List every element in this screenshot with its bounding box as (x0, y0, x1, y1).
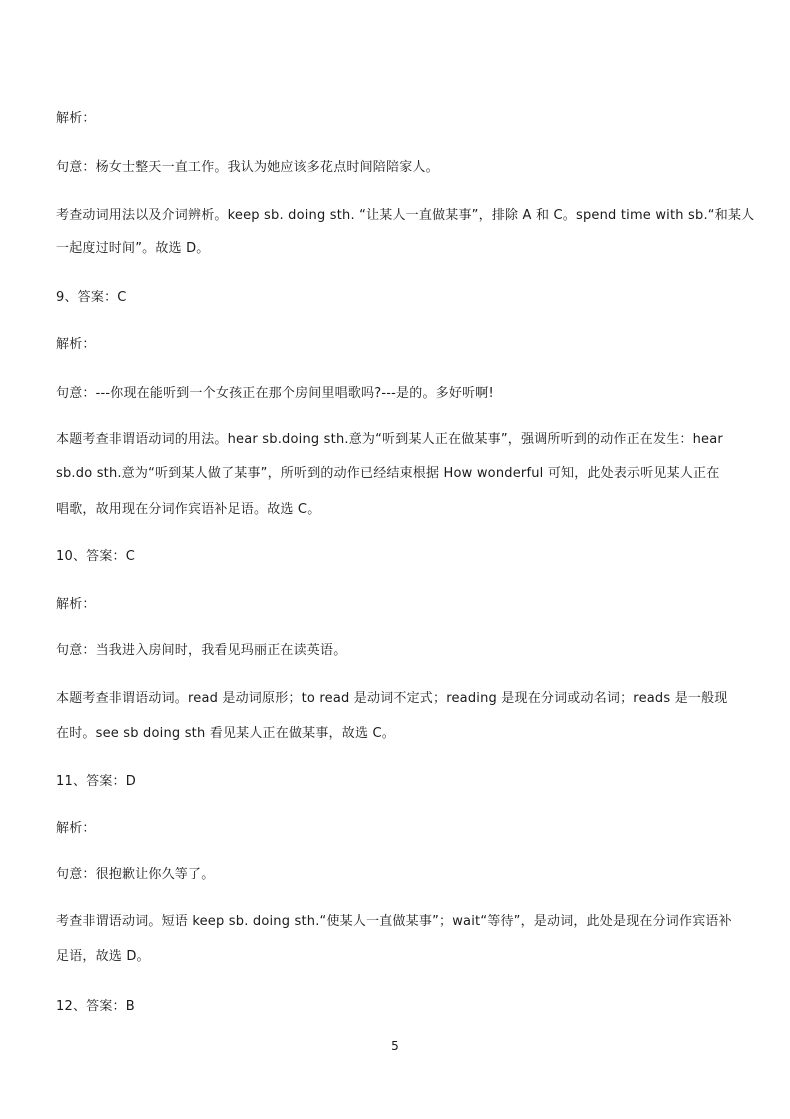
sentence-meaning-11: 句意：很抱歉让你久等了。 (56, 867, 215, 882)
explanation-10-line-2: 在时。see sb doing sth 看见某人正在做某事，故选 C。 (56, 726, 395, 741)
explanation-9-line-2: sb.do sth.意为“听到某人做了某事”，所听到的动作已经结束根据 How wonderful 可知，此处表示听见某人正在 (56, 466, 720, 481)
sentence-meaning-8: 句意：杨女士整天一直工作。我认为她应该多花点时间陪陪家人。 (56, 160, 439, 175)
explanation-9-line-1: 本题考查非谓语动词的用法。hear sb.doing sth.意为“听到某人正在做某事”，强调所听到的动作正在发生：hear (56, 432, 723, 447)
explanation-10-line-1: 本题考查非谓语动词。read 是动词原形；to read 是动词不定式；reading 是现在分词或动名词；reads 是一般现 (56, 691, 728, 706)
answer-11: 11、答案：D (56, 774, 136, 789)
answer-12: 12、答案：B (56, 999, 135, 1014)
analysis-label-11: 解析： (56, 821, 96, 836)
explanation-8-line-1: 考查动词用法以及介词辨析。keep sb. doing sth. “让某人一直做某事”，排除 A 和 C。spend time with sb.“和某人 (56, 208, 755, 223)
analysis-label-10: 解析： (56, 597, 96, 612)
answer-9: 9、答案：C (56, 290, 127, 305)
analysis-label-9: 解析： (56, 337, 96, 352)
explanation-11-line-1: 考查非谓语动词。短语 keep sb. doing sth.“使某人一直做某事”；wait“等待”，是动词，此处是现在分词作宾语补 (56, 914, 732, 929)
sentence-meaning-10: 句意：当我进入房间时，我看见玛丽正在读英语。 (56, 643, 347, 658)
sentence-meaning-9: 句意：---你现在能听到一个女孩正在那个房间里唱歌吗?---是的。多好听啊! (56, 386, 494, 401)
explanation-8-line-2: 一起度过时间”。故选 D。 (56, 241, 210, 256)
analysis-label-8: 解析： (56, 111, 96, 126)
explanation-11-line-2: 足语，故选 D。 (56, 949, 150, 964)
page-number: 5 (391, 1039, 399, 1053)
answer-10: 10、答案：C (56, 549, 136, 564)
explanation-9-line-3: 唱歌，故用现在分词作宾语补足语。故选 C。 (56, 502, 321, 517)
